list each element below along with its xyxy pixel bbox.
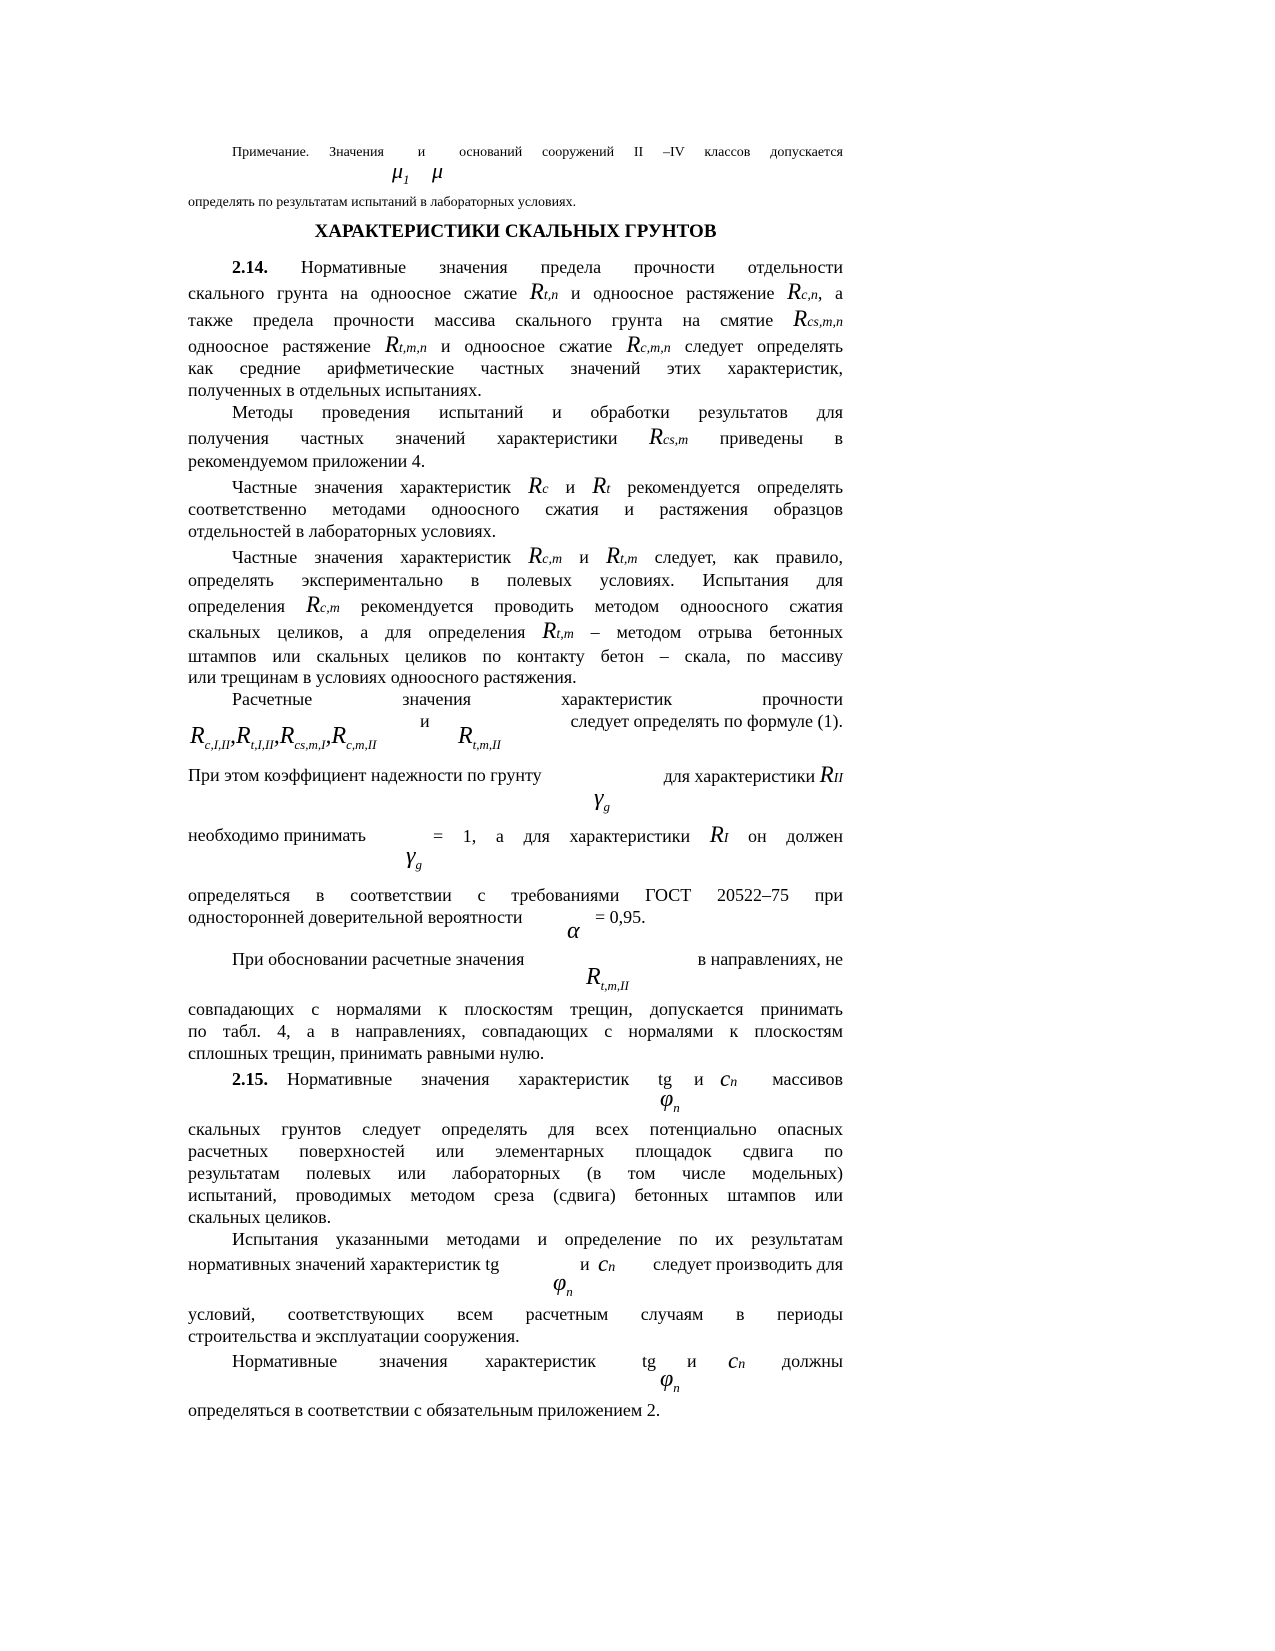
design-gamma-1: $\gamma_g$ <box>594 785 610 814</box>
justify-formula-r: $R_{t,m,II}$ <box>586 964 629 993</box>
design-line-2: и следует определять по формуле (1). <box>420 711 843 731</box>
tests-line-4: строительства и эксплуатации сооружения. <box>188 1326 520 1346</box>
note-line-1: Примечание. Значения и оснований сооружений II –IV классов допускается <box>232 145 843 160</box>
partial1-line-1: Частные значения характеристик Rc и Rt рекомендуется определять <box>232 473 844 498</box>
partial1-line-2: соответственно методами одноосного сжатия и растяжения образцов <box>188 499 843 519</box>
methods-line-1: Методы проведения испытаний и обработки результатов для <box>232 402 843 422</box>
design-line-3: При этом коэффициент надежности по грунту для характеристики RII <box>188 762 843 787</box>
p214-line-6: полученных в отдельных испытаниях. <box>188 380 482 400</box>
normative-line-2: определяться в соответствии с обязательным приложением 2. <box>188 1400 661 1420</box>
p214-line-5: как средние арифметические частных значений этих характеристик, <box>188 358 843 378</box>
p215-line-4: результатам полевых или лабораторных (в том числе модельных) <box>188 1163 843 1183</box>
p215-line-5: испытаний, проводимых методом среза (сдвига) бетонных штампов или <box>188 1185 843 1205</box>
design-formula-r-tm: $R_{t,m,II}$ <box>458 723 501 752</box>
tests-phi: $\varphi_n$ <box>553 1270 573 1299</box>
partial2-line-4: скальных целиков, а для определения Rt,m – методом отрыва бетонных <box>188 618 843 643</box>
p214-line-1: 2.14. Нормативные значения предела прочности отдельности <box>232 257 843 277</box>
section-heading: ХАРАКТЕРИСТИКИ СКАЛЬНЫХ ГРУНТОВ <box>314 221 717 242</box>
p214-line-3: также предела прочности массива скального грунта на смятие Rcs,m,n <box>188 306 843 331</box>
methods-line-2: получения частных значений характеристики Rcs,m приведены в <box>188 424 843 449</box>
normative-line-1: Нормативные значения характеристик tg и cn должны <box>232 1348 843 1373</box>
methods-line-3: рекомендуемом приложении 4. <box>188 451 426 471</box>
design-line-5: определяться в соответствии с требованиями ГОСТ 20522–75 при <box>188 885 843 905</box>
design-line-1: Расчетные значения характеристик прочности <box>232 689 844 709</box>
design-gamma-2: $\gamma_g$ <box>406 843 422 872</box>
p215-line-1: 2.15. Нормативные значения характеристик tg и cn массивов <box>232 1066 843 1091</box>
note-mu1: $\mu_1$ <box>392 158 410 187</box>
partial2-line-5: штампов или скальных целиков по контакту бетон – скала, по массиву <box>188 646 843 666</box>
design-formula-r-list: $R_{c,I,II},R_{t,I,II},R_{cs,m,I},R_{c,m,II}$ <box>190 723 377 752</box>
partial2-line-6: или трещинам в условиях одноосного растяжения. <box>188 667 577 687</box>
justify-line-4: сплошных трещин, принимать равными нулю. <box>188 1043 545 1063</box>
p215-line-2: скальных грунтов следует определять для всех потенциально опасных <box>188 1119 843 1139</box>
partial2-line-3: определения Rc,m рекомендуется проводить методом одноосного сжатия <box>188 592 844 617</box>
p215-phi-1: $\varphi_n$ <box>660 1086 680 1115</box>
design-line-4: необходимо принимать = 1, а для характеристики RI он должен <box>188 822 844 847</box>
design-alpha: α <box>567 918 580 944</box>
tests-line-3: условий, соответствующих всем расчетным случаям в периоды <box>188 1304 843 1324</box>
note-line-2: определять по результатам испытаний в лабораторных условиях. <box>188 195 577 210</box>
partial1-line-3: отдельностей в лабораторных условиях. <box>188 521 497 541</box>
normative-phi: $\varphi_n$ <box>660 1366 680 1395</box>
tests-line-1: Испытания указанными методами и определение по их результатам <box>232 1229 843 1249</box>
justify-line-3: по табл. 4, а в направлениях, совпадающих с нормалями к плоскостям <box>188 1021 843 1041</box>
partial2-line-1: Частные значения характеристик Rc,m и Rt,m следует, как правило, <box>232 543 844 568</box>
justify-line-2: совпадающих с нормалями к плоскостям трещин, допускается принимать <box>188 999 843 1019</box>
tests-line-2: нормативных значений характеристик tg и cn следует производить для <box>188 1251 843 1276</box>
justify-line-1: При обосновании расчетные значения в направлениях, не <box>232 949 843 969</box>
p214-line-4: одноосное растяжение Rt,m,n и одноосное сжатие Rc,m,n следует определять <box>188 332 844 357</box>
p215-line-3: расчетных поверхностей или элементарных площадок сдвига по <box>188 1141 843 1161</box>
p215-line-6: скальных целиков. <box>188 1207 332 1227</box>
design-line-6: односторонней доверительной вероятности = 0,95. <box>188 907 646 927</box>
note-mu: μ <box>432 158 444 183</box>
partial2-line-2: определять экспериментально в полевых условиях. Испытания для <box>188 570 843 590</box>
p214-line-2: скального грунта на одноосное сжатие Rt,n и одноосное растяжение Rc,n, а <box>188 279 844 304</box>
